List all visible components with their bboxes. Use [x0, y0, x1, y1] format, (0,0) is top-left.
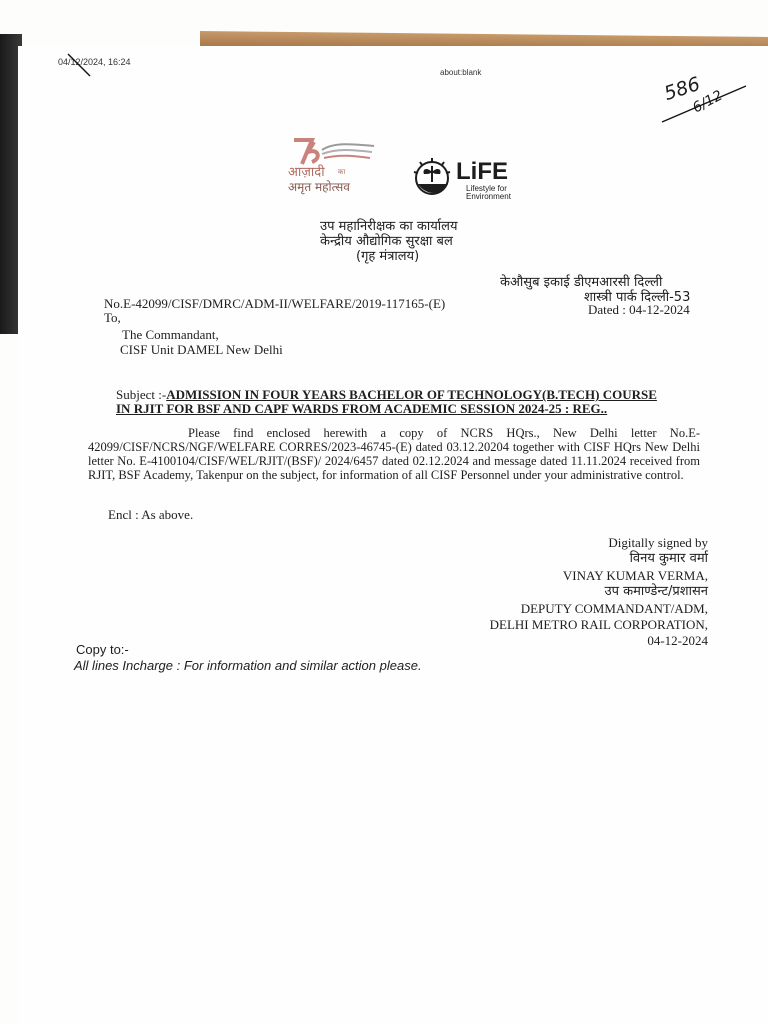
signature-block	[408, 535, 708, 650]
office-line-2: केन्द्रीय औद्योगिक सुरक्षा बल	[320, 234, 453, 249]
amrit-mahotsav-text: अमृत महोत्सव	[288, 180, 350, 194]
recipient-line-1: The Commandant,	[122, 327, 219, 342]
handwritten-number: 586	[661, 72, 703, 106]
subject-prefix: Subject :-	[116, 387, 167, 402]
office-line-1: उप महानिरीक्षक का कार्यालय	[320, 219, 458, 234]
signatory-name: VINAY KUMAR VERMA,	[562, 567, 708, 583]
office-line-3: (गृह मंत्रालय)	[356, 249, 420, 264]
letter-number: No.E-42099/CISF/DMRC/ADM-II/WELFARE/2019-117165-(E)	[104, 296, 446, 311]
digitally-signed-label: Digitally signed by	[608, 535, 708, 550]
pen-tick-mark	[66, 52, 94, 80]
life-subtitle-1: Lifestyle for	[466, 184, 507, 193]
signatory-designation: DEPUTY COMMANDANT/ADM,	[520, 600, 708, 616]
life-title: LiFE	[456, 158, 508, 185]
signature-date: 04-12-2024	[647, 633, 708, 649]
subject-title-1: ADMISSION IN FOUR YEARS BACHELOR OF TECHNOLOGY(B.TECH) COURSE	[166, 387, 657, 402]
subject-line-1	[116, 388, 657, 402]
letter-body	[88, 426, 700, 482]
life-logo	[412, 156, 532, 202]
unit-address-line-2: शास्त्री पार्क दिल्ली-53	[584, 290, 691, 305]
azadi-ka-text: का	[338, 168, 346, 176]
azadi-ka-amrit-mahotsav-logo	[282, 134, 382, 196]
copy-to-line: All lines Incharge : For information and similar action please.	[74, 658, 422, 673]
handwritten-stroke	[660, 80, 750, 124]
signatory-designation-hindi: उप कमाण्डेन्ट/प्रशासन	[604, 584, 708, 600]
browser-title: about:blank	[440, 68, 482, 77]
signatory-organisation: DELHI METRO RAIL CORPORATION,	[489, 617, 708, 633]
azadi-text: आज़ादी	[288, 165, 325, 180]
unit-address-line-1: केऔसुब इकाई डीएमआरसी दिल्ली	[500, 275, 663, 290]
recipient-line-2: CISF Unit DAMEL New Delhi	[120, 342, 283, 357]
copy-to-label: Copy to:-	[76, 642, 129, 657]
print-timestamp: 04/12/2024, 16:24	[58, 57, 131, 67]
handwritten-date: 6/12	[690, 87, 726, 117]
subject-title-2: IN RJIT FOR BSF AND CAPF WARDS FROM ACADEMIC SESSION 2024-25 : REG..	[116, 401, 608, 416]
life-subtitle-2: Environment	[466, 192, 511, 201]
enclosure-note: Encl : As above.	[108, 507, 194, 522]
subject-line-2	[116, 402, 607, 416]
globe-plant-icon	[412, 156, 452, 198]
body-paragraph: Please find enclosed herewith a copy of NCRS HQrs., New Delhi letter No.E-42099/CISF/NCRS/NGF/WELFARE CORRES/2023-46745-(E) dated 03.12.20204 together with CISF HQrs New Delhi letter No. E-4100104/CISF/WEL/RJIT/(BSF)/ 2024/6457 dated 02.12.2024 and message dated 11.11.2024 received from RJIT, BSF Academy, Takenpur on the subject, for information of all CISF Personnel under your administrative control.	[88, 426, 700, 482]
letter-date: Dated : 04-12-2024	[588, 302, 690, 317]
signatory-name-hindi: विनय कुमार वर्मा	[629, 551, 708, 567]
to-label: To,	[104, 310, 121, 325]
